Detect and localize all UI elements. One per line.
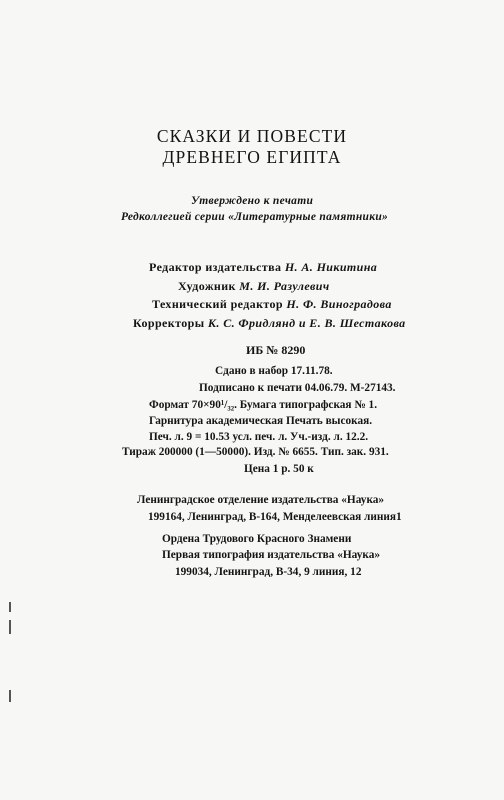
book-title-line-2: ДРЕВНЕГО ЕГИПТА xyxy=(162,147,342,167)
ib-number: ИБ № 8290 xyxy=(246,343,306,357)
book-title-line-1: СКАЗКИ И ПОВЕСТИ xyxy=(156,126,348,146)
approved-line-2: Редколлегией серии «Литературные памятники» xyxy=(121,211,389,223)
print-submitted: Сдано в набор 17.11.78. xyxy=(215,365,333,377)
print-typeface: Гарнитура академическая Печать высокая. xyxy=(149,415,373,427)
printer-line-2: Первая типография издательства «Наука» xyxy=(162,549,381,561)
scan-mark xyxy=(9,690,11,702)
publisher-line-2: 199164, Ленинград, В-164, Менделеевская линия1 xyxy=(148,511,402,523)
scan-mark xyxy=(9,602,11,612)
approved-line-1: Утверждено к печати xyxy=(191,195,314,207)
printer-line-3: 199034, Ленинград, В-34, 9 линия, 12 xyxy=(175,566,362,578)
print-format: Формат 70×90¹/₃₂. Бумага типографская № 1. xyxy=(149,399,378,411)
credit-name: К. С. Фридлянд и Е. В. Шестакова xyxy=(207,316,406,330)
scan-mark xyxy=(9,620,11,634)
credit-proofreaders xyxy=(133,317,406,329)
credit-role: Редактор издательства xyxy=(149,260,282,274)
price: Цена 1 р. 50 к xyxy=(244,463,314,475)
credit-role: Технический редактор xyxy=(152,297,284,311)
credit-name: Н. Ф. Виноградова xyxy=(286,297,392,311)
printer-line-1: Ордена Трудового Красного Знамени xyxy=(162,533,352,545)
print-sheets: Печ. л. 9 = 10.53 усл. печ. л. Уч.-изд. л. 12.2. xyxy=(149,431,369,443)
credit-artist xyxy=(178,280,330,292)
credit-role: Корректоры xyxy=(133,316,205,330)
credit-name: М. И. Разулевич xyxy=(239,279,330,293)
print-run: Тираж 200000 (1—50000). Изд. № 6655. Тип. зак. 931. xyxy=(122,446,389,458)
publisher-line-1: Ленинградское отделение издательства «Наука» xyxy=(137,494,385,506)
credit-role: Художник xyxy=(178,279,236,293)
print-signed: Подписано к печати 04.06.79. М-27143. xyxy=(199,382,396,394)
credit-editor xyxy=(149,261,377,273)
credit-tech-editor xyxy=(152,298,392,310)
credit-name: Н. А. Никитина xyxy=(284,260,378,274)
